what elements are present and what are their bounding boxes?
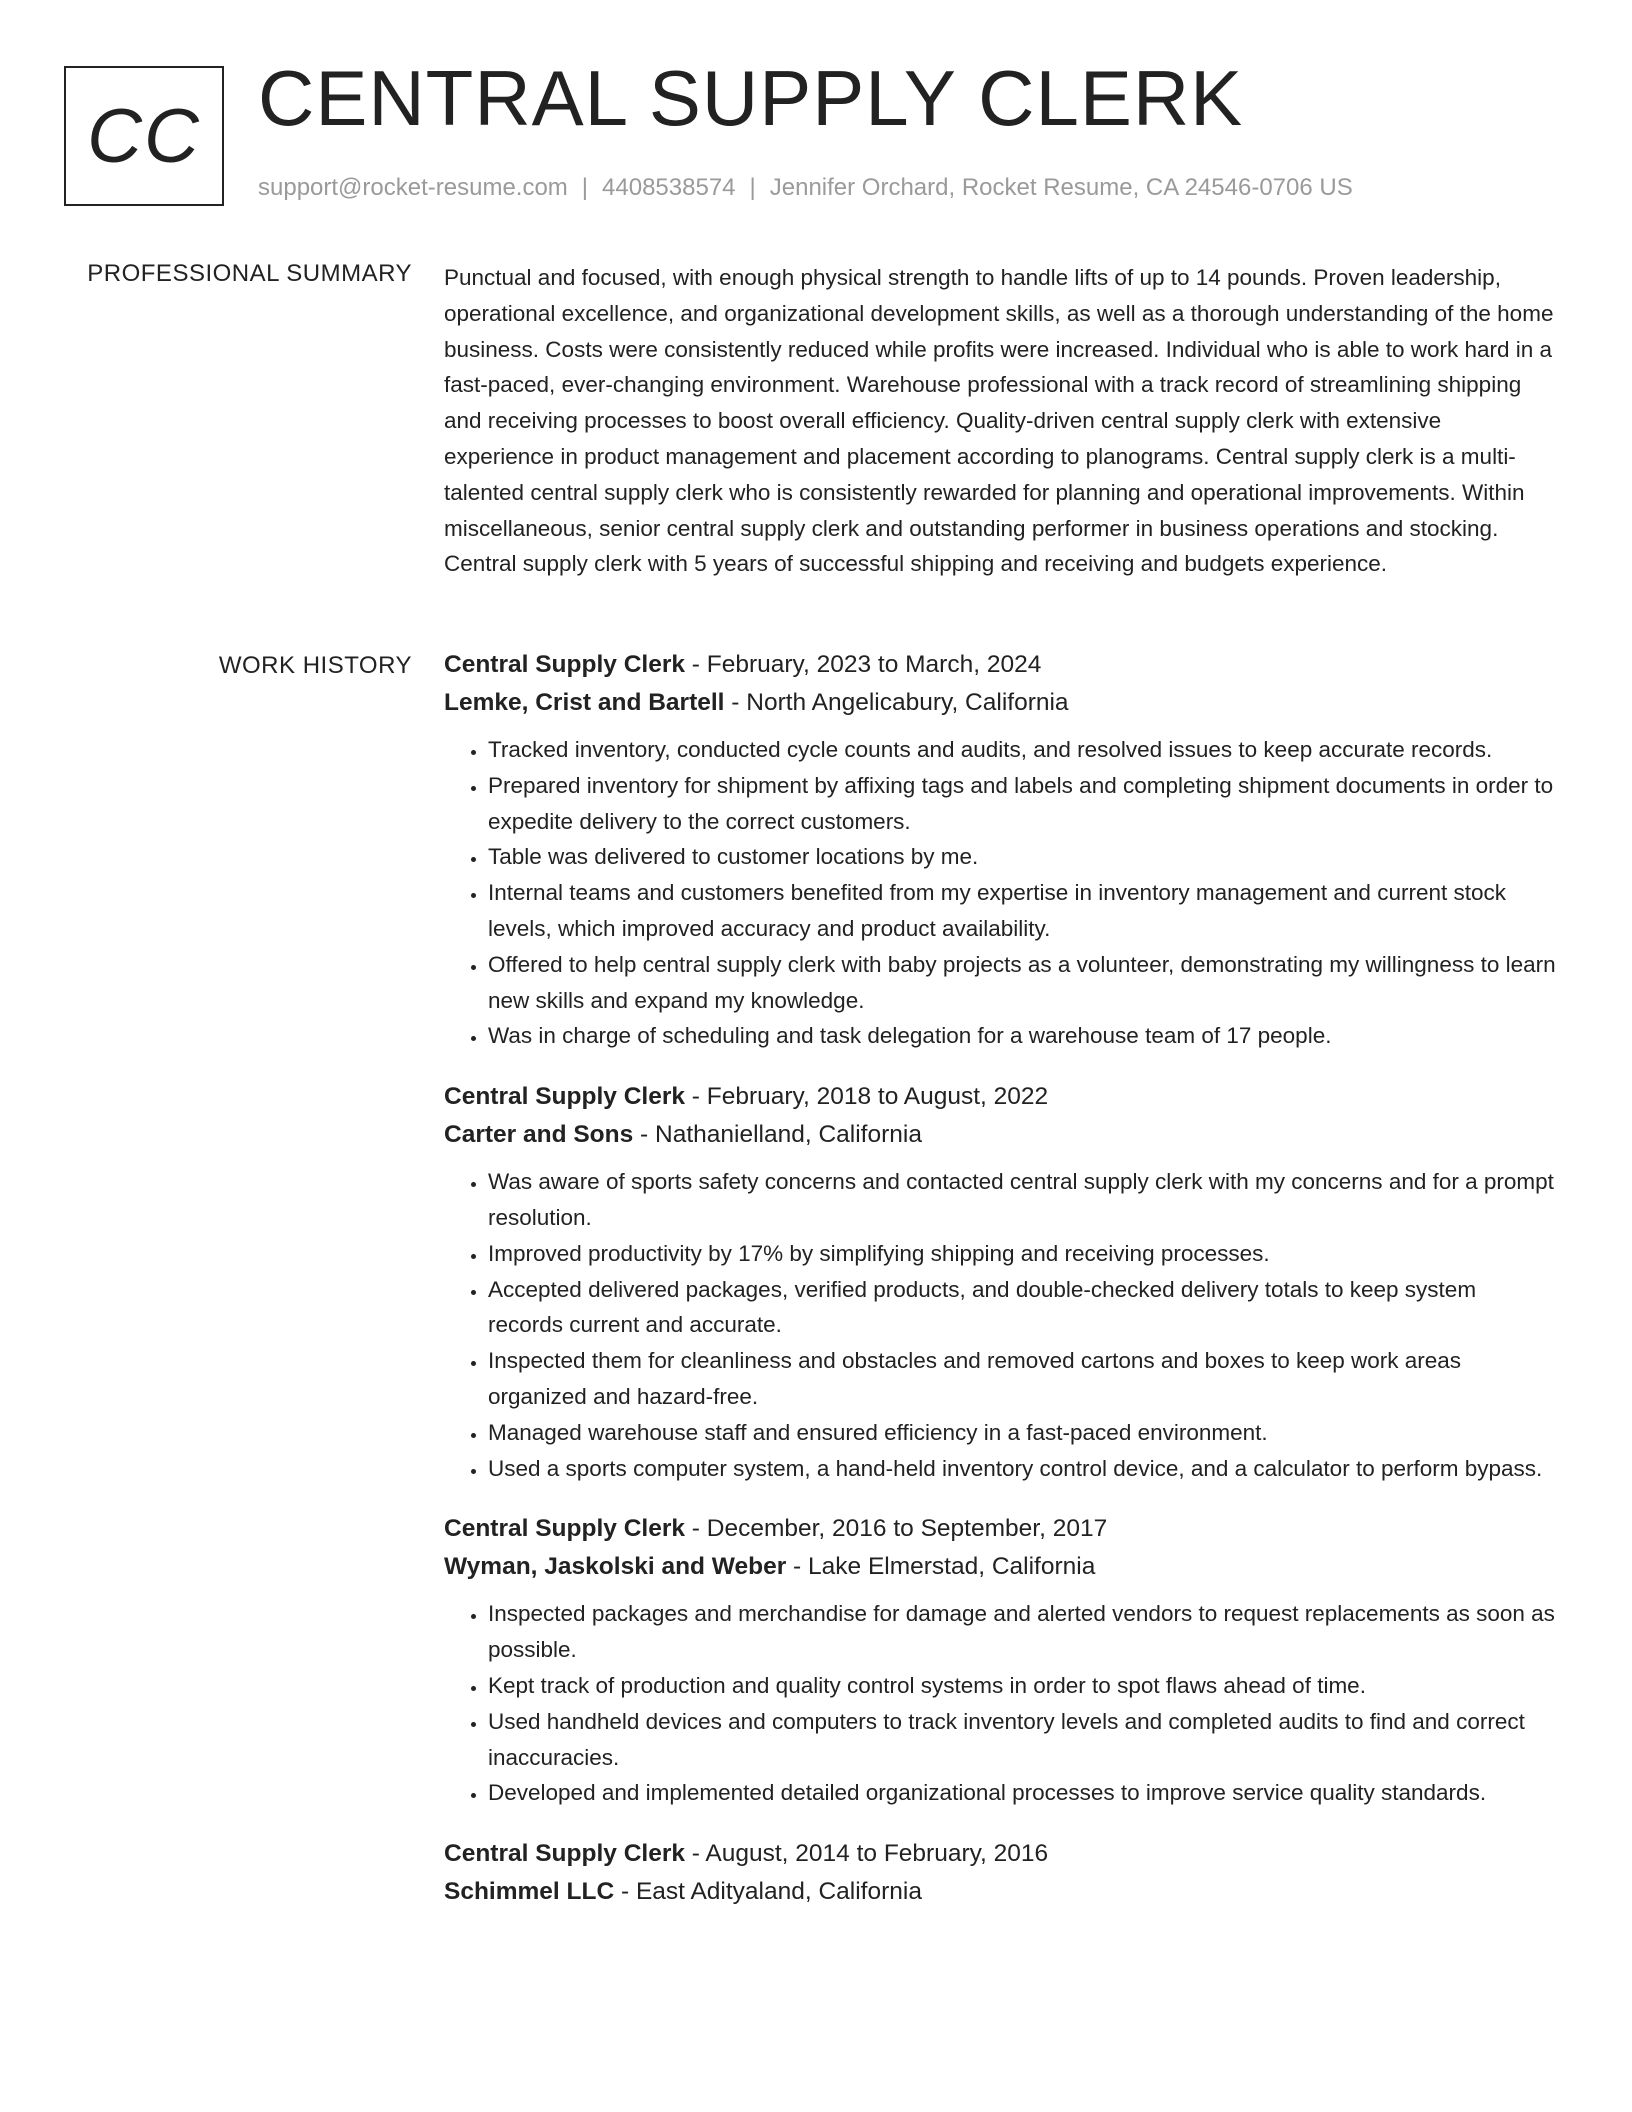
job-dates: - February, 2018 to August, 2022 [684, 1083, 1049, 1111]
job-bullet: • Managed warehouse staff and ensured efficiency in a fast-paced environment. [488, 1415, 1556, 1451]
resume-title: CENTRAL SUPPLY CLERK [258, 54, 1244, 142]
job-bullet: • Inspected packages and merchandise for damage and alerted vendors to request replacements as soon as possible. [488, 1596, 1556, 1668]
job-bullet: • Used handheld devices and computers to track inventory levels and completed audits to find and correct inaccuracies. [488, 1704, 1556, 1776]
job-bullet: • Used a sports computer system, a hand-held inventory control device, and a calculator to perform bypass. [488, 1451, 1556, 1487]
job-bullets [444, 732, 1556, 1054]
job-bullet: • Offered to help central supply clerk with baby projects as a volunteer, demonstrating my willingness to learn new skills and expand my knowledge. [488, 947, 1556, 1019]
job-entry [444, 646, 1556, 1054]
job-company-line [444, 1873, 1556, 1911]
job-role: Central Supply Clerk [444, 651, 685, 678]
contact-email[interactable]: support@rocket-resume.com [258, 174, 568, 201]
job-dates: - February, 2023 to March, 2024 [684, 651, 1042, 678]
work-history-heading: WORK HISTORY [218, 652, 412, 679]
job-role-line [444, 1078, 1556, 1116]
summary-body [444, 260, 1556, 582]
job-entry [444, 1078, 1556, 1486]
contact-line [258, 174, 1353, 202]
job-bullet: • Table was delivered to customer locations by me. [488, 839, 1556, 875]
job-entry [444, 1835, 1556, 1911]
contact-separator: | [581, 174, 589, 201]
job-location: - Lake Elmerstad, California [786, 1553, 1096, 1581]
summary-heading: PROFESSIONAL SUMMARY [87, 260, 412, 287]
job-role-line [444, 1510, 1556, 1548]
job-bullet: • Was in charge of scheduling and task delegation for a warehouse team of 17 people. [488, 1018, 1556, 1054]
job-bullet: • Tracked inventory, conducted cycle counts and audits, and resolved issues to keep accurate records. [488, 732, 1556, 768]
job-location: - North Angelicabury, California [724, 689, 1069, 716]
job-company: Lemke, Crist and Bartell [444, 689, 725, 716]
job-company-line [444, 1116, 1556, 1154]
job-role: Central Supply Clerk [444, 1840, 685, 1868]
contact-separator: | [749, 174, 756, 201]
job-role: Central Supply Clerk [444, 1083, 685, 1111]
job-dates: - August, 2014 to February, 2016 [684, 1840, 1049, 1868]
job-role-line [444, 1835, 1556, 1873]
job-company-line [444, 1548, 1556, 1586]
contact-phone[interactable]: 4408538574 [602, 174, 736, 201]
job-bullet: • Kept track of production and quality control systems in order to spot flaws ahead of time. [488, 1668, 1556, 1704]
job-company: Schimmel LLC [444, 1878, 615, 1906]
job-bullets [444, 1596, 1556, 1811]
job-company: Wyman, Jaskolski and Weber [444, 1553, 787, 1581]
job-entry [444, 1510, 1556, 1811]
job-bullet: • Developed and implemented detailed organizational processes to improve service quality standards. [488, 1775, 1556, 1811]
work-history-body [444, 646, 1556, 1935]
job-bullets [444, 1164, 1556, 1486]
job-dates: - December, 2016 to September, 2017 [684, 1515, 1108, 1543]
job-bullet: • Inspected them for cleanliness and obstacles and removed cartons and boxes to keep work areas organized and hazard-free. [488, 1343, 1556, 1415]
job-bullet: • Was aware of sports safety concerns and contacted central supply clerk with my concerns and for a prompt resolution. [488, 1164, 1556, 1236]
job-bullet: • Internal teams and customers benefited from my expertise in inventory management and current stock levels, which improved accuracy and product availability. [488, 875, 1556, 947]
job-location: - Nathanielland, California [633, 1121, 922, 1149]
summary-text: Punctual and focused, with enough physical strength to handle lifts of up to 14 pounds. Proven leadership, operational excellence, and organizational development skills, as well as a thorough understanding of the home business. Costs were consistently reduced while profits were increased. Individual who is able to work hard in a fast-paced, ever-changing environment. Warehouse professional with a track record of streamlining shipping and receiving processes to boost overall efficiency. Quality-driven central supply clerk with extensive experience in product management and placement according to planograms. Central supply clerk is a multi-talented central supply clerk who is consistently rewarded for planning and operational improvements. Within miscellaneous, senior central supply clerk and outstanding performer in business operations and stocking. Central supply clerk with 5 years of successful shipping and receiving and budgets experience. [444, 265, 1554, 577]
job-bullet: • Prepared inventory for shipment by affixing tags and labels and completing shipment documents in order to expedite delivery to the correct customers. [488, 768, 1556, 840]
job-bullet: • Improved productivity by 17% by simplifying shipping and receiving processes. [488, 1236, 1556, 1272]
monogram-logo [64, 66, 224, 206]
job-role-line [444, 646, 1556, 684]
job-company-line [444, 684, 1556, 722]
job-company: Carter and Sons [444, 1121, 634, 1149]
job-location: - East Adityaland, California [614, 1878, 922, 1906]
monogram-text: CC [87, 93, 201, 179]
contact-address: Jennifer Orchard, Rocket Resume, CA 24546-0706 US [769, 174, 1353, 201]
job-bullet: • Accepted delivered packages, verified products, and double-checked delivery totals to keep system records current and accurate. [488, 1272, 1556, 1344]
job-role: Central Supply Clerk [444, 1515, 685, 1543]
